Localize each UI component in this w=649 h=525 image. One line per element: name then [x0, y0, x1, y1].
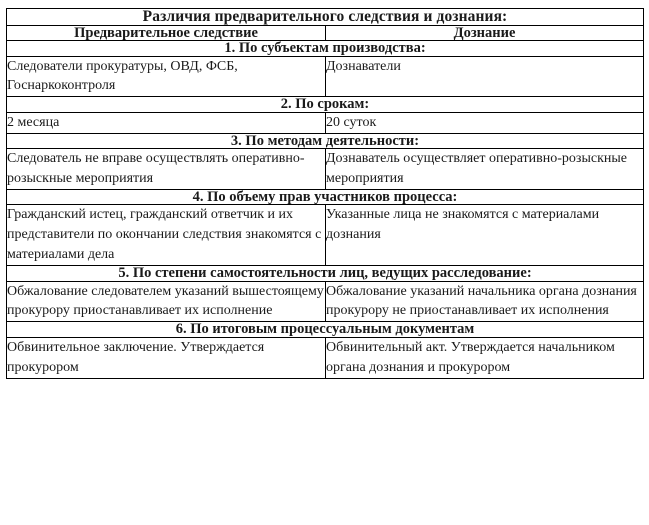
section-heading-1: 1. По субъектам производства: [7, 41, 644, 57]
column-header-inquiry: Дознание [326, 25, 644, 41]
section-4-left-cell: Гражданский истец, гражданский ответчик и их представители по окончании следствия знакомятся с материалами дела [7, 205, 326, 266]
table-row-section-heading [7, 133, 644, 149]
table-title: Различия предварительного следствия и дознания: [7, 9, 644, 26]
section-6-right-cell: Обвинительный акт. Утверждается начальником органа дознания и прокурором [326, 337, 644, 378]
section-6-left-cell: Обвинительное заключение. Утверждается прокурором [7, 337, 326, 378]
table-row [7, 281, 644, 322]
section-2-right-cell: 20 суток [326, 112, 644, 133]
table-row-section-heading [7, 266, 644, 282]
section-heading-3: 3. По методам деятельности: [7, 133, 644, 149]
section-3-right-cell: Дознаватель осуществляет оперативно-розыскные мероприятия [326, 149, 644, 190]
table-row [7, 337, 644, 378]
section-4-right-cell: Указанные лица не знакомятся с материалами дознания [326, 205, 644, 266]
table-row-column-headers [7, 25, 644, 41]
section-heading-5: 5. По степени самостоятельности лиц, ведущих расследование: [7, 266, 644, 282]
comparison-table-wrapper [6, 8, 643, 379]
column-header-preliminary-investigation: Предварительное следствие [7, 25, 326, 41]
table-row [7, 149, 644, 190]
table-row-section-heading [7, 189, 644, 205]
table-row [7, 205, 644, 266]
section-2-left-cell: 2 месяца [7, 112, 326, 133]
comparison-table [6, 8, 644, 379]
section-heading-6: 6. По итоговым процессуальным документам [7, 322, 644, 338]
section-1-left-cell: Следователи прокуратуры, ОВД, ФСБ, Госнаркоконтроля [7, 56, 326, 97]
table-row [7, 56, 644, 97]
section-heading-2: 2. По срокам: [7, 97, 644, 113]
section-heading-4: 4. По объему прав участников процесса: [7, 189, 644, 205]
table-row-section-heading [7, 322, 644, 338]
section-5-left-cell: Обжалование следователем указаний вышестоящему прокурору приостанавливает их исполнение [7, 281, 326, 322]
section-3-left-cell: Следователь не вправе осуществлять оперативно-розыскные мероприятия [7, 149, 326, 190]
table-row-section-heading [7, 97, 644, 113]
section-5-right-cell: Обжалование указаний начальника органа дознания прокурору не приостанавливает их исполнения [326, 281, 644, 322]
table-row [7, 112, 644, 133]
table-row-title [7, 9, 644, 26]
table-row-section-heading [7, 41, 644, 57]
section-1-right-cell: Дознаватели [326, 56, 644, 97]
